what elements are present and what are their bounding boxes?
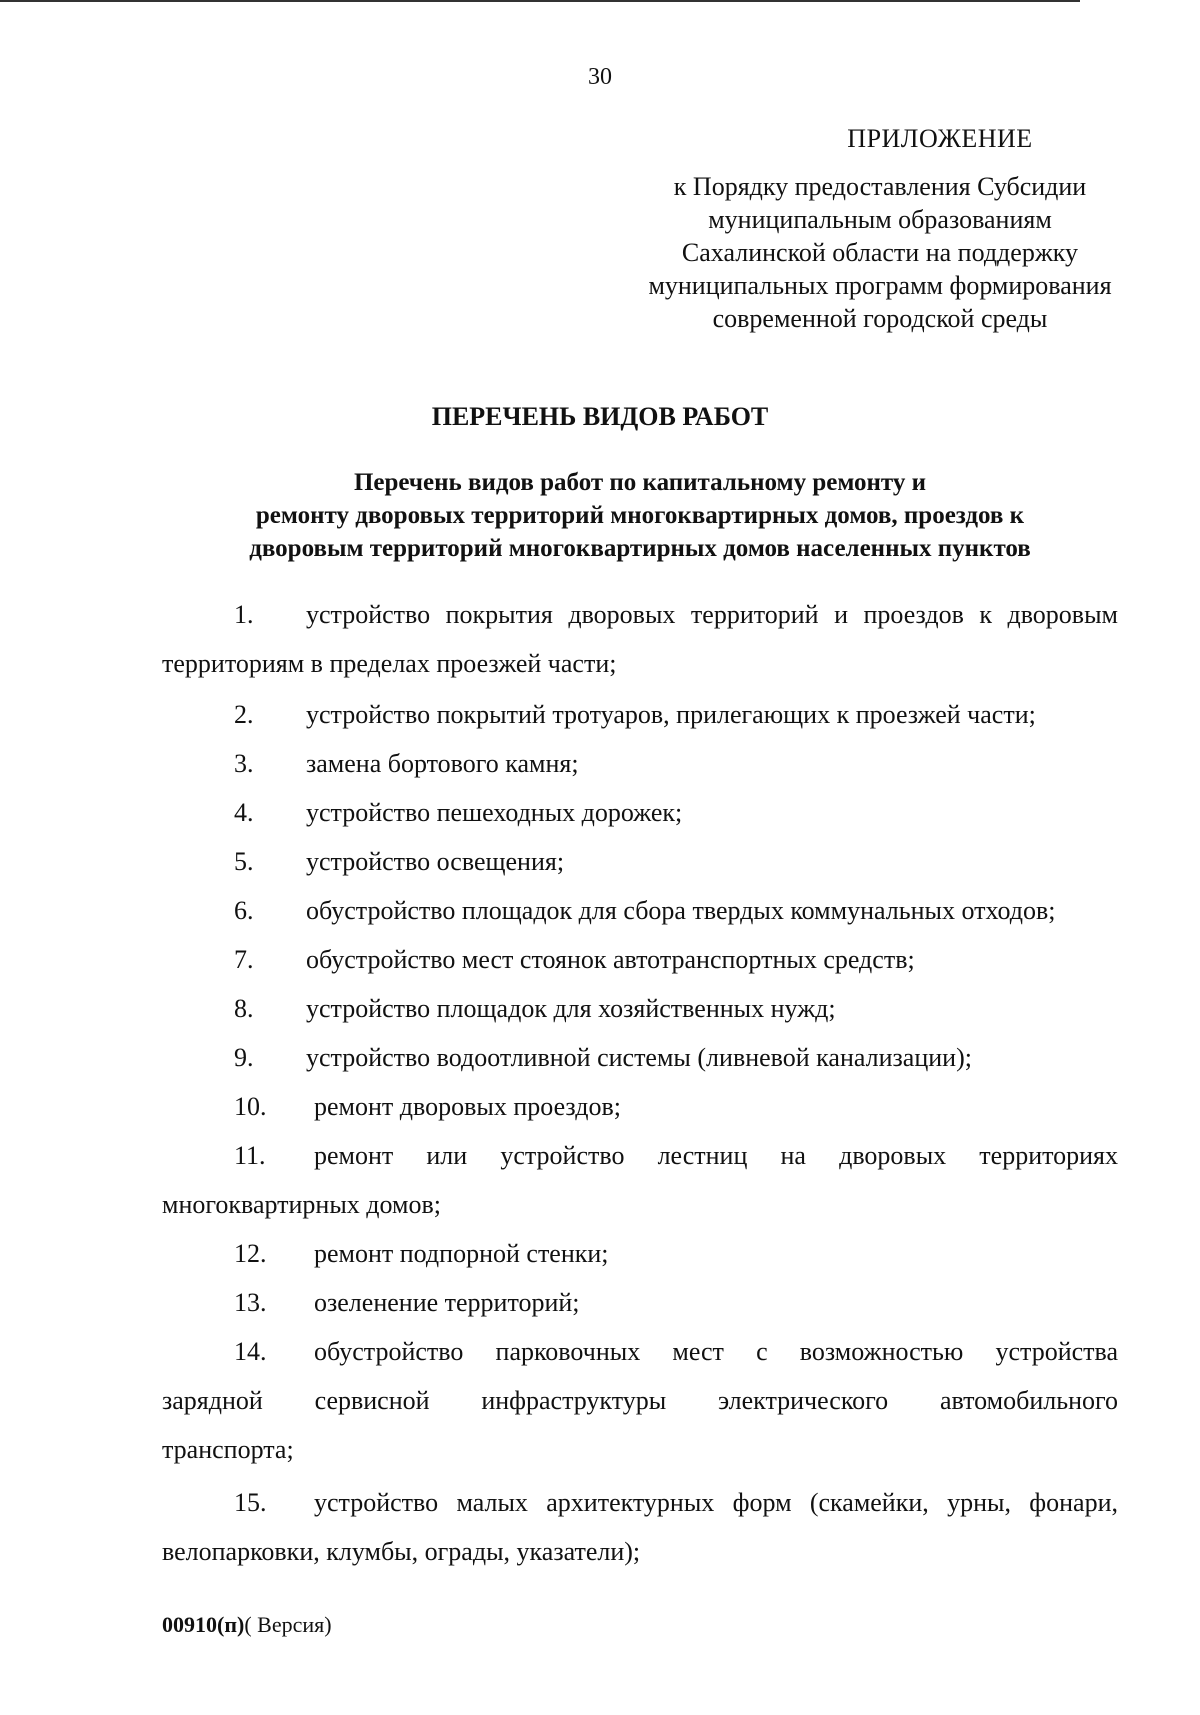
list-item-number: 13. xyxy=(234,1288,267,1317)
list-item-text: обустройство площадок для сбора твердых коммунальных отходов; xyxy=(306,896,1056,925)
list-item-text: озеленение территорий; xyxy=(314,1288,580,1317)
list-item-continuation: многоквартирных домов; xyxy=(162,1190,441,1219)
list-item-text: обустройство мест стоянок автотранспортных средств; xyxy=(306,945,915,974)
subtitle-line: Перечень видов работ по капитальному ремонту и xyxy=(353,469,927,496)
list-item-continuation: территориям в пределах проезжей части; xyxy=(162,649,617,678)
list-item xyxy=(162,837,1118,886)
list-item-text: замена бортового камня; xyxy=(306,749,579,778)
document-subtitle xyxy=(160,466,1120,565)
list-item xyxy=(162,690,1118,739)
list-item-number: 1. xyxy=(234,600,254,629)
list-item-text: ремонт дворовых проездов; xyxy=(314,1092,621,1121)
appendix-line: муниципальным образованиям xyxy=(708,205,1052,234)
list-item-number: 11. xyxy=(234,1141,266,1170)
list-item-text: устройство водоотливной системы (ливневой канализации); xyxy=(306,1043,972,1072)
list-item-text: ремонт или устройство лестниц на дворовых территориях xyxy=(314,1141,1118,1170)
appendix-line: Сахалинской области на поддержку xyxy=(681,238,1079,267)
list-item-number: 4. xyxy=(234,798,254,827)
list-item-number: 6. xyxy=(234,896,254,925)
page-number: 30 xyxy=(588,64,612,90)
list-item xyxy=(162,788,1118,837)
list-item-text: устройство освещения; xyxy=(306,847,565,876)
list-item xyxy=(162,1082,1118,1131)
list-item-continuation: транспорта; xyxy=(162,1435,294,1464)
subtitle-line: ремонту дворовых территорий многоквартирных домов, проездов к xyxy=(255,502,1025,529)
list-item-text: обустройство парковочных мест с возможностью устройства xyxy=(314,1337,1118,1366)
list-item xyxy=(162,1278,1118,1327)
list-item xyxy=(162,935,1118,984)
list-item-text: устройство малых архитектурных форм (скамейки, урны, фонари, xyxy=(314,1488,1118,1517)
list-item xyxy=(162,1033,1118,1082)
subtitle-line: дворовым территорий многоквартирных домов населенных пунктов xyxy=(249,535,1031,562)
document-title: ПЕРЕЧЕНЬ ВИДОВ РАБОТ xyxy=(431,402,769,431)
list-item-first-line xyxy=(162,1478,1118,1527)
list-item-first-line xyxy=(162,590,1118,639)
list-item xyxy=(162,590,1118,688)
list-item-continuation: зарядной сервисной инфраструктуры электрического автомобильного xyxy=(162,1386,1118,1415)
list-item-first-line xyxy=(162,1327,1118,1376)
list-item-number: 12. xyxy=(234,1239,267,1268)
appendix-line: муниципальных программ формирования xyxy=(648,271,1112,300)
list-item-number: 5. xyxy=(234,847,254,876)
footer-doc-code: 00910(п) xyxy=(162,1612,245,1637)
list-item-text: устройство покрытия дворовых территорий и проездов к дворовым xyxy=(306,600,1118,629)
list-item xyxy=(162,1478,1118,1576)
list-item xyxy=(162,886,1118,935)
list-item xyxy=(162,1131,1118,1229)
appendix-line: к Порядку предоставления Субсидии xyxy=(673,172,1087,201)
list-item xyxy=(162,984,1118,1033)
list-item-number: 9. xyxy=(234,1043,254,1072)
list-item xyxy=(162,739,1118,788)
list-item xyxy=(162,1229,1118,1278)
list-item-number: 3. xyxy=(234,749,254,778)
list-item-number: 8. xyxy=(234,994,254,1023)
appendix-line: современной городской среды xyxy=(712,304,1048,333)
list-item-continuation: велопарковки, клумбы, ограды, указатели); xyxy=(162,1537,641,1566)
list-item-text: устройство пешеходных дорожек; xyxy=(306,798,683,827)
list-item-text: ремонт подпорной стенки; xyxy=(314,1239,609,1268)
top-border-line xyxy=(0,0,1080,2)
appendix-title: ПРИЛОЖЕНИЕ xyxy=(847,124,1033,153)
list-item-number: 7. xyxy=(234,945,254,974)
list-item xyxy=(162,1327,1118,1474)
footer-version: ( Версия) xyxy=(244,1612,332,1637)
list-item-first-line xyxy=(162,1131,1118,1180)
list-item-number: 14. xyxy=(234,1337,267,1366)
list-item-number: 15. xyxy=(234,1488,267,1517)
document-footer-code xyxy=(162,1612,332,1638)
list-item-text: устройство площадок для хозяйственных нужд; xyxy=(306,994,836,1023)
list-item-text: устройство покрытий тротуаров, прилегающих к проезжей части; xyxy=(306,700,1036,729)
list-item-number: 10. xyxy=(234,1092,267,1121)
appendix-reference xyxy=(600,170,1160,335)
list-item-number: 2. xyxy=(234,700,254,729)
